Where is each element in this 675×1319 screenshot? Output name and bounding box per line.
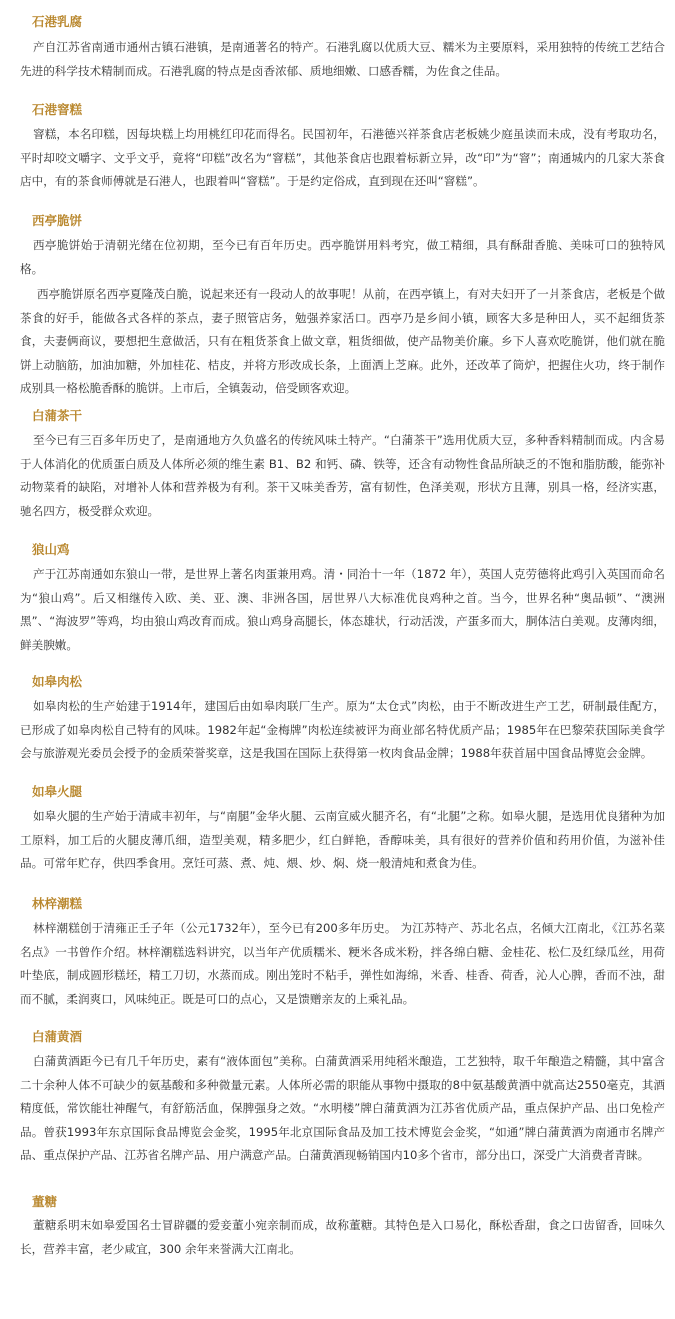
section-paragraph: 产自江苏省南通市通州古镇石港镇，是南通著名的特产。石港乳腐以优质大豆、糯米为主要原料，采用独特的传统工艺结合先进的科学技术精制而成。石港乳腐的特点是卤香浓郁、质地细嫩、口感香糯，为佐食之佳品。 [20,40,665,78]
section-title: 如皋火腿 [32,784,83,799]
section-title: 狼山鸡 [32,542,70,557]
section-title: 白蒲茶干 [32,408,83,423]
section-paragraph: 董糖系明末如皋爱国名士冒辟疆的爱妾董小宛亲制而成，故称董糖。其特色是入口易化，酥松香甜，食之口齿留香，回味久长，营养丰富，老少咸宜，300 余年来誉满大江南北。 [20,1218,665,1256]
section-paragraph: 至今已有三百多年历史了，是南通地方久负盛名的传统风味土特产。“白蒲茶干”选用优质大豆，多种香料精制而成。内含易于人体消化的优质蛋白质及人体所必须的维生素 B1、B2 和钙、磷、铁等，还含有动物性食品所缺乏的不饱和脂肪酸，能弥补动物菜肴的缺陷，对增补人体和营养极为有利。茶干又味美香芳，富有韧性，色泽美观，形状方且薄，别具一格，经济实惠，驰名四方，极受群众欢迎。 [20,433,665,518]
section-title: 林梓潮糕 [32,896,83,911]
section-title: 董糖 [32,1194,58,1209]
section-paragraph: 产于江苏南通如东狼山一带，是世界上著名肉蛋兼用鸡。清・同治十一年（1872 年），英国人克劳德将此鸡引入英国而命名为“狼山鸡”。后又相继传入欧、美、亚、澳、非洲各国，居世界八大标准优良鸡种之首。当今，世界名种“奥品顿”、“澳洲黑”、“海波罗”等鸡，均由狼山鸡改育而成。狼山鸡身高腿长，体态雄状，行动活泼，产蛋多而大，胴体洁白美观。皮薄肉细，鲜美腴嫩。 [20,567,665,652]
section-paragraph: 林梓潮糕创于清雍正壬子年（公元1732年），至今已有200多年历史。 为江苏特产、苏北名点，名倾大江南北，《江苏名菜名点》一书曾作介绍。林梓潮糕选料讲究，以当年产优质糯米、粳米各成米粉，拌各绵白糖、金桂花、松仁及红绿瓜丝，用荷叶垫底，制成圆形糕坯，精工刀切，水蒸而成。刚出笼时不粘手，弹性如海绵，米香、桂香、荷香，沁人心脾，香而不浊，甜而不腻，柔润爽口，风味纯正。既是可口的点心，又是馈赠亲友的上乘礼品。 [20,921,665,1006]
section-title: 西亭脆饼 [32,213,83,228]
section-paragraph: 如皋火腿的生产始于清咸丰初年，与“南腿”金华火腿、云南宣威火腿齐名，有“北腿”之称。如皋火腿，是选用优良猪种为加工原料，加工后的火腿皮薄爪细，造型美观，精多肥少，红白鲜艳，香醇味美，具有很好的营养价值和药用价值，为滋补佳品。可常年贮存，供四季食用。烹饪可蒸、煮、炖、煨、炒、焖、烧一般清炖和煮食为佳。 [20,809,665,870]
section-paragraph: 西亭脆饼原名西亭夏隆茂白脆，说起来还有一段动人的故事呢！从前，在西亭镇上，有对夫妇开了一爿茶食店，老板是个做茶食的好手，能做各式各样的茶点，妻子照管店务，勉强养家活口。西亭乃是乡间小镇，顾客大多是种田人，买不起细货茶食，夫妻俩商议，要想把生意做活，只有在粗货茶食上做文章，粗货细做，使产品物美价廉。乡下人喜欢吃脆饼，他们就在脆饼上动脑筋，加油加糖，外加桂花、桔皮，并将方形改成长条，上面洒上芝麻。此外，还改革了筒炉，把握住火功，终于制作成别具一格松脆香酥的脆饼。上市后，全镇轰动，倍受顾客欢迎。 [20,287,665,395]
section-paragraph: 如皋肉松的生产始建于1914年，建国后由如皋肉联厂生产。原为“太仓式”肉松，由于不断改进生产工艺，研制最佳配方，已形成了如皋肉松自己特有的风味。1982年起“金梅牌”肉松连续被评为商业部名特优质产品；1985年在巴黎荣获国际美食学会与旅游观光委员会授予的金质荣誉奖章，这是我国在国际上获得第一枚肉食品金牌；1988年获首届中国食品博览会金牌。 [20,699,665,760]
section-title: 如皋肉松 [32,674,83,689]
section-paragraph: 西亭脆饼始于清朝光绪在位初期，至今已有百年历史。西亭脆饼用料考究，做工精细，具有酥甜香脆、美味可口的独特风格。 [20,238,665,276]
section-title: 石港窨糕 [32,102,83,117]
section-paragraph: 窨糕，本名印糕，因每块糕上均用桃红印花而得名。民国初年，石港德兴祥茶食店老板姚少庭虽读而未成，没有考取功名，平时却咬文嚼字、文乎文乎，竟将“印糕”改名为“窨糕”，其他茶食店也跟着标新立异，改“印”为“窨”；南通城内的几家大茶食店中，有的茶食师傅就是石港人，也跟着叫“窨糕”。于是约定俗成，直到现在还叫“窨糕”。 [20,127,665,188]
section-title: 白蒲黄酒 [32,1029,83,1044]
section-title: 石港乳腐 [32,14,83,29]
section-paragraph: 白蒲黄酒距今已有几千年历史，素有“液体面包”美称。白蒲黄酒采用纯稻米酿造，工艺独特，取千年酿造之精髓，其中富含二十余种人体不可缺少的氨基酸和多种微量元素。人体所必需的职能从事物中摄取的8中氨基酸黄酒中就高达2550毫克，其酒精度低，常饮能壮神醒气，有舒筋活血，保脾强身之效。“水明楼”牌白蒲黄酒为江苏省优质产品，重点保护产品、出口免检产品。曾获1993年东京国际食品博览会金奖，1995年北京国际食品及加工技术博览会金奖，“如通”牌白蒲黄酒为南通市名牌产品、重点保护产品、江苏省名牌产品、用户满意产品。白蒲黄酒现畅销国内10多个省市，部分出口，深受广大消费者青睐。 [20,1054,665,1162]
